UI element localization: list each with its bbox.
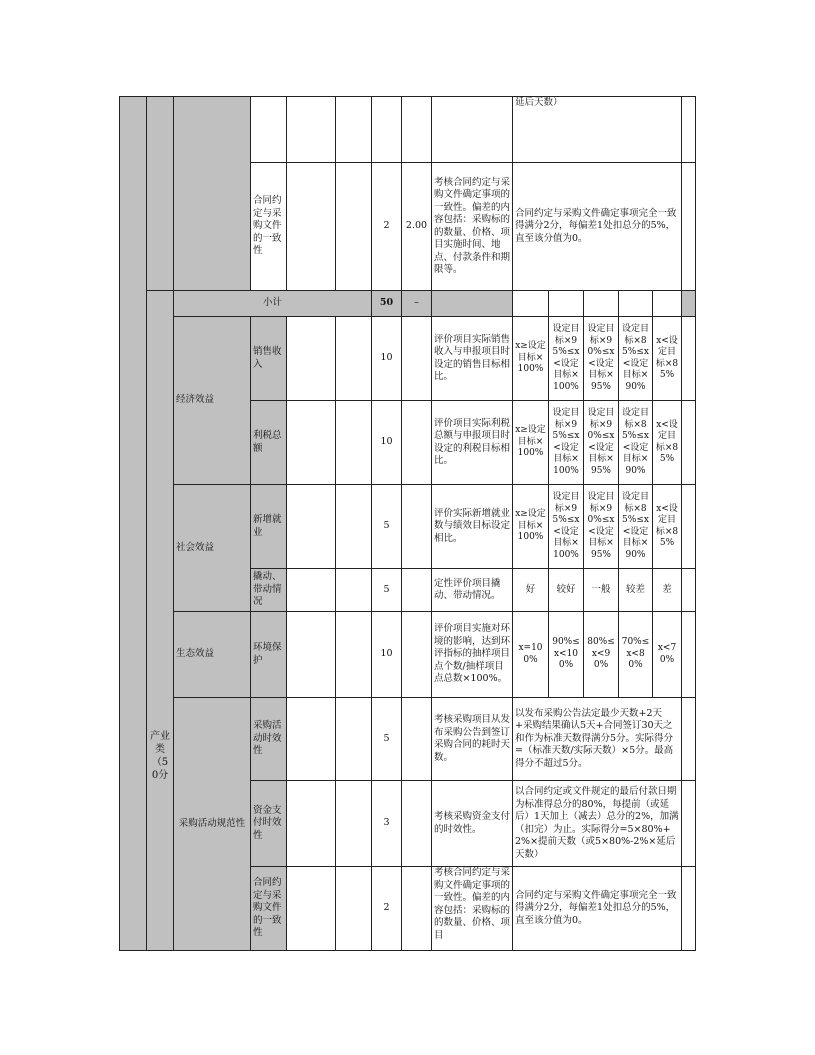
empty-cell [287, 97, 336, 163]
grade-excellent: x≥设定目标×100% [513, 485, 549, 569]
grade-good: 设定目标×95%≤x<设定目标×100% [549, 317, 584, 401]
group-social: 社会效益 [174, 485, 251, 612]
weight-value: 2 [372, 163, 402, 291]
grade-bad: 差 [653, 569, 682, 612]
empty-cell [336, 569, 372, 612]
indicator-description: 定性评价项目撬动、带动情况。 [432, 569, 513, 612]
weight-value: 5 [372, 698, 402, 781]
indicator-description: 考核合同约定与采购文件确定事项的一致性。偏差的内容包括：采购标的的数量、价格、项目实施时间、地点、付款条件和期限等。 [432, 163, 513, 291]
scoring-standard: 合同约定与采购文件确定事项完全一致得满分2分，每偏差1处扣总分的5%，直至该分值为0。 [513, 867, 682, 951]
grade-poor: 较差 [619, 569, 653, 612]
indicator-description: 评价项目实际销售收入与申报项目时设定的销售目标相比。 [432, 317, 513, 401]
empty-cell [682, 485, 696, 569]
indicator-name: 合同约定与采购文件的一致性 [251, 867, 287, 951]
subtotal-empty [682, 291, 696, 317]
score-cell [402, 867, 432, 951]
empty-cell [287, 317, 336, 401]
empty-cell [336, 698, 372, 781]
indicator-name: 销售收入 [251, 317, 287, 401]
grade-bad: x<设定目标×85% [653, 317, 682, 401]
empty-cell [287, 612, 336, 698]
score-cell [402, 97, 432, 163]
subtotal-weight: 50 [372, 291, 402, 317]
scoring-standard: 合同约定与采购文件确定事项完全一致得满分2分，每偏差1处扣总分的5%，直至该分值为0。 [513, 163, 682, 291]
group-ecological: 生态效益 [174, 612, 251, 698]
standard-text: 延后天数） [513, 97, 682, 163]
subtotal-label: 小计 [174, 291, 372, 317]
grade-fair: 80%≤x<90% [584, 612, 619, 698]
grade-fair: 设定目标×90%≤x<设定目标×95% [584, 485, 619, 569]
grade-fair: 一般 [584, 569, 619, 612]
grade-excellent: x=100% [513, 612, 549, 698]
indicator-description: 评价实际新增就业数与绩效目标设定相比。 [432, 485, 513, 569]
category-label [147, 291, 174, 951]
empty-cell [336, 163, 372, 291]
indicator-name: 环境保护 [251, 612, 287, 698]
empty-cell [682, 698, 696, 781]
weight-value: 2 [372, 867, 402, 951]
empty-cell [682, 612, 696, 698]
outer-margin-cell [120, 97, 147, 951]
subtotal-empty [513, 291, 549, 317]
empty-cell [336, 612, 372, 698]
weight-value: 10 [372, 612, 402, 698]
weight-value: 10 [372, 401, 402, 485]
grade-good: 较好 [549, 569, 584, 612]
score-cell [402, 485, 432, 569]
indicator-name: 新增就业 [251, 485, 287, 569]
weight-value: 5 [372, 569, 402, 612]
indicator-description: 考核合同约定与采购文件确定事项的一致性。偏差的内容包括：采购标的的数量、价格、项目 [432, 867, 513, 951]
scoring-standard: 以发布采购公告法定最少天数+2天+采购结果确认5天+合同签订30天之和作为标准天数得满分5分。实际得分=（标准天数/实际天数）×5分。最高得分不超过5分。 [513, 698, 682, 781]
weight-value: 10 [372, 317, 402, 401]
score-cell [402, 612, 432, 698]
empty-cell [287, 569, 336, 612]
grade-poor: 设定目标×85%≤x<设定目标×90% [619, 485, 653, 569]
empty-cell [336, 317, 372, 401]
empty-cell [682, 781, 696, 867]
description-cell [432, 97, 513, 163]
empty-cell [287, 781, 336, 867]
subtotal-empty [584, 291, 619, 317]
group-cell-top [174, 97, 251, 291]
group-procurement: 采购活动规范性 [174, 698, 251, 951]
empty-cell [682, 163, 696, 291]
indicator-description: 评价项目实施对环境的影响，达到环评指标的抽样项目点个数/抽样项目点总数×100%。 [432, 612, 513, 698]
category-cell-top [147, 97, 174, 291]
evaluation-table [119, 96, 696, 951]
grade-bad: x<设定目标×85% [653, 401, 682, 485]
indicator-name: 资金支付时效性 [251, 781, 287, 867]
grade-excellent: x≥设定目标×100% [513, 401, 549, 485]
empty-cell [336, 485, 372, 569]
weight-value: 5 [372, 485, 402, 569]
weight-value: 3 [372, 781, 402, 867]
score-cell [402, 698, 432, 781]
empty-cell [682, 97, 696, 163]
grade-poor: 设定目标×85%≤x<设定目标×90% [619, 317, 653, 401]
empty-cell [336, 781, 372, 867]
empty-cell [682, 401, 696, 485]
grade-poor: 70%≤x<80% [619, 612, 653, 698]
grade-bad: x<设定目标×85% [653, 485, 682, 569]
score-cell [402, 781, 432, 867]
subtotal-empty [653, 291, 682, 317]
grade-excellent: 好 [513, 569, 549, 612]
group-economic: 经济效益 [174, 317, 251, 485]
indicator-name: 撬动、带动情况 [251, 569, 287, 612]
indicator-name: 利税总额 [251, 401, 287, 485]
grade-fair: 设定目标×90%≤x<设定目标×95% [584, 317, 619, 401]
subtotal-score: – [402, 291, 432, 317]
indicator-name-cell [251, 97, 287, 163]
category-text: 产业类（50分 [150, 730, 170, 781]
empty-cell [336, 867, 372, 951]
grade-bad: x<70% [653, 612, 682, 698]
subtotal-empty [549, 291, 584, 317]
empty-cell [682, 569, 696, 612]
grade-poor: 设定目标×85%≤x<设定目标×90% [619, 401, 653, 485]
weight-cell [372, 97, 402, 163]
scoring-standard: 以合同约定或文件规定的最后付款日期为标准得总分的80%，每提前（或延后）1天加上（减去）总分的2%，加满（扣完）为止。实际得分=5×80%+2%×提前天数（或5×80%-2%×延后天数） [513, 781, 682, 867]
grade-good: 设定目标×95%≤x<设定目标×100% [549, 485, 584, 569]
empty-cell [287, 163, 336, 291]
indicator-description: 考核采购项目从发布采购公告到签订采购合同的耗时天数。 [432, 698, 513, 781]
indicator-name: 合同约定与采购文件的一致性 [251, 163, 287, 291]
empty-cell [336, 401, 372, 485]
grade-fair: 设定目标×90%≤x<设定目标×95% [584, 401, 619, 485]
empty-cell [287, 401, 336, 485]
empty-cell [336, 97, 372, 163]
subtotal-empty [619, 291, 653, 317]
empty-cell [287, 698, 336, 781]
empty-cell [682, 317, 696, 401]
grade-excellent: x≥设定目标×100% [513, 317, 549, 401]
indicator-description: 评价项目实际利税总额与申报项目时设定的利税目标相比。 [432, 401, 513, 485]
indicator-description: 考核采购资金支付的时效性。 [432, 781, 513, 867]
score-cell [402, 569, 432, 612]
score-cell [402, 317, 432, 401]
indicator-name: 采购活动时效性 [251, 698, 287, 781]
score-value: 2.00 [402, 163, 432, 291]
grade-good: 90%≤x<100% [549, 612, 584, 698]
empty-cell [287, 867, 336, 951]
score-cell [402, 401, 432, 485]
subtotal-desc [432, 291, 513, 317]
empty-cell [287, 485, 336, 569]
grade-good: 设定目标×95%≤x<设定目标×100% [549, 401, 584, 485]
empty-cell [682, 867, 696, 951]
